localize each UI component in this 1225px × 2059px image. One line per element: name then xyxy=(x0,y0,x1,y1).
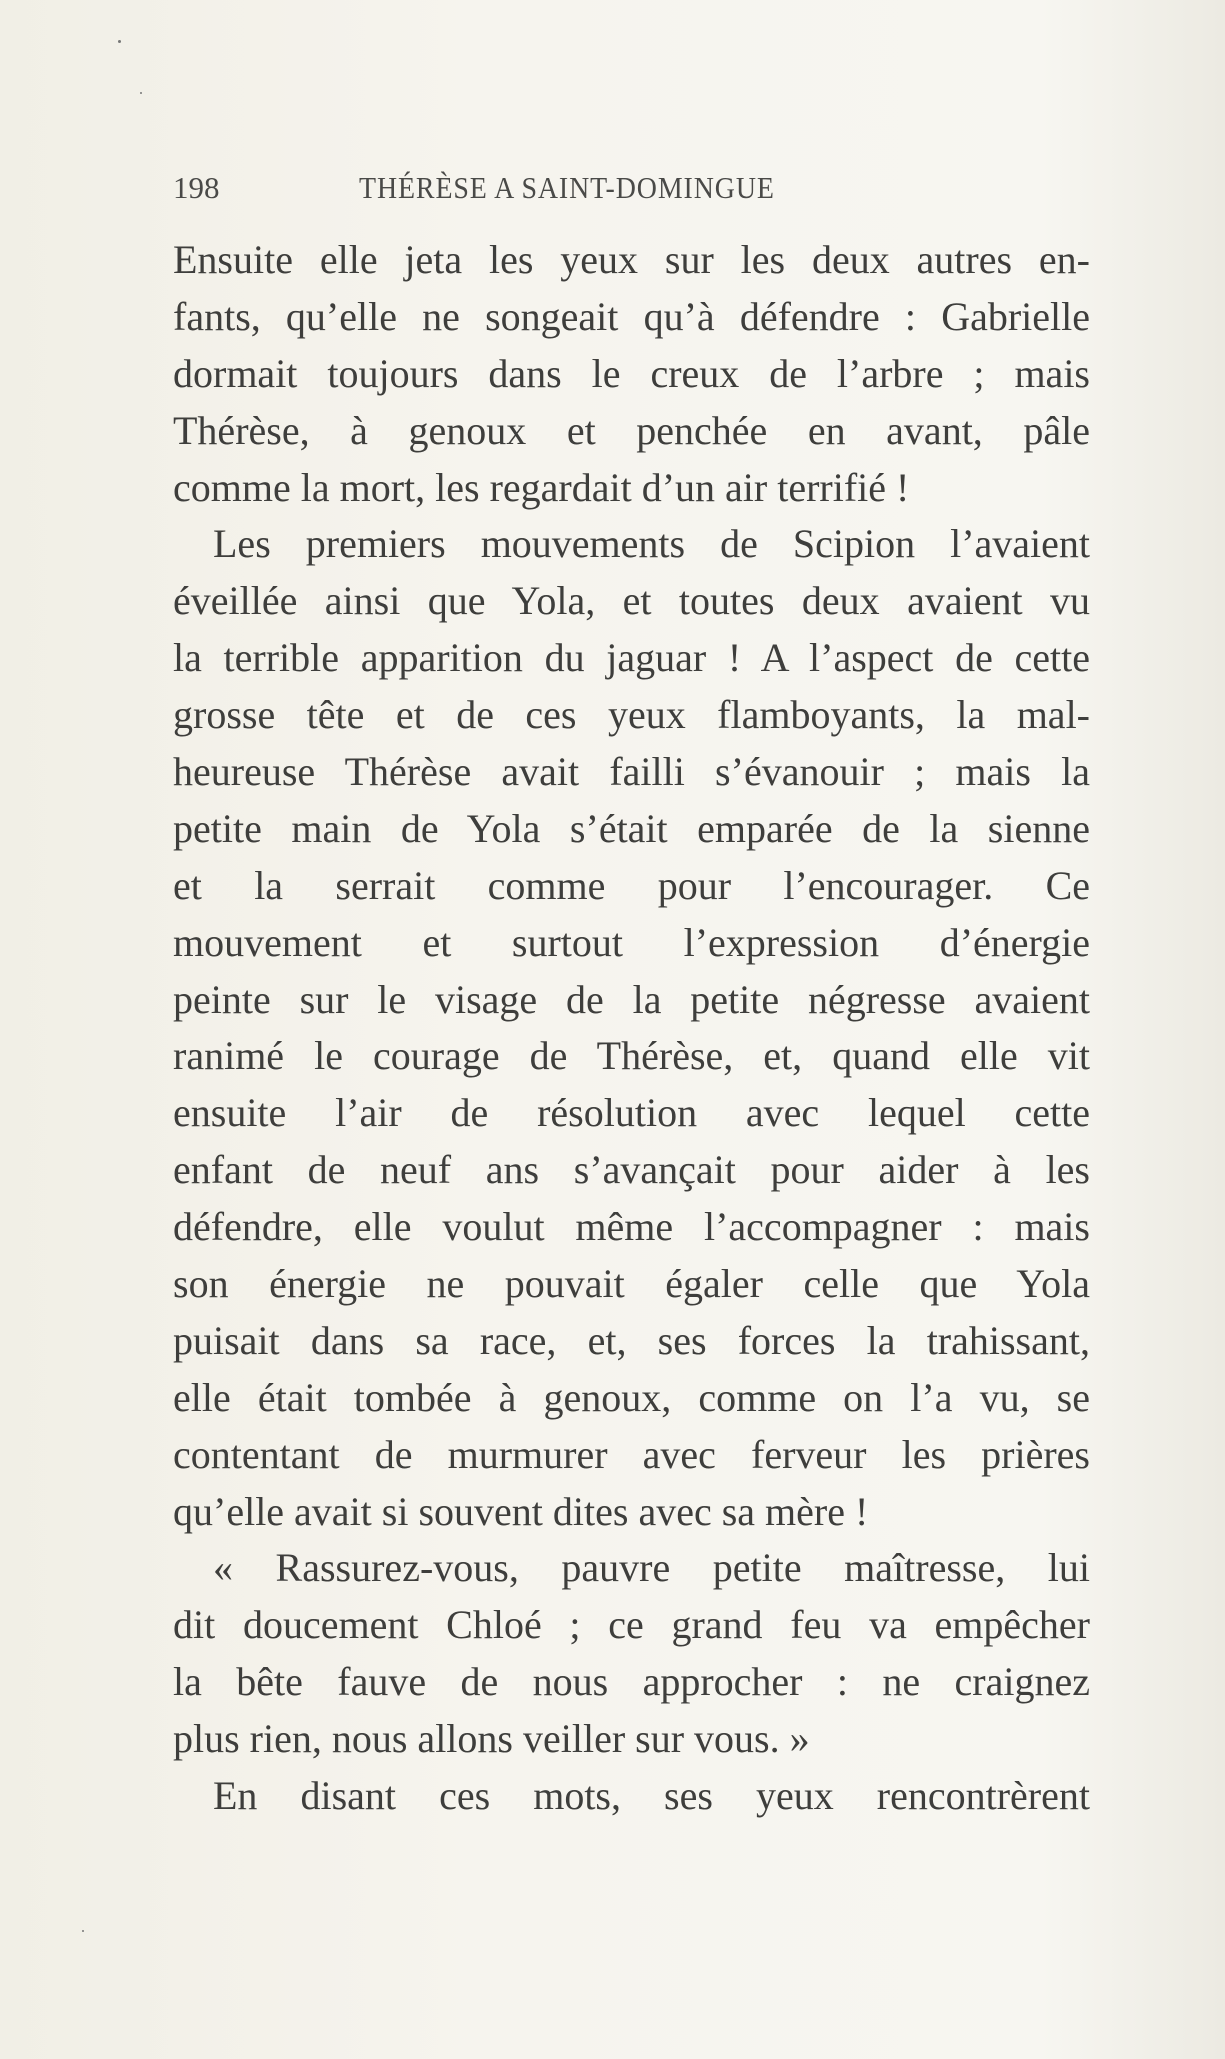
text-line: fants, qu’elle ne songeait qu’à défendre : Gabrielle xyxy=(173,293,1090,339)
text-line: Ensuite elle jeta les yeux sur les deux autres en- xyxy=(173,237,1090,282)
text-line: la bête fauve de nous approcher : ne craignez xyxy=(173,1659,1090,1705)
text-line: et la serrait comme pour l’encourager. Ce xyxy=(173,862,1090,908)
text-line: la terrible apparition du jaguar ! A l’aspect de cette xyxy=(173,635,1090,681)
text-line: éveillée ainsi que Yola, et toutes deux avaient vu xyxy=(173,578,1090,624)
scan-speck xyxy=(82,1930,84,1932)
text-line: enfant de neuf ans s’avançait pour aider à les xyxy=(173,1147,1090,1193)
text-line: dormait toujours dans le creux de l’arbre ; mais xyxy=(173,350,1090,396)
text-line: mouvement et surtout l’expression d’énergie xyxy=(173,919,1090,965)
scan-speck xyxy=(140,92,142,94)
text-line: Les premiers mouvements de Scipion l’avaient xyxy=(213,521,1090,567)
text-line: qu’elle avait si souvent dites avec sa mère ! xyxy=(173,1488,869,1534)
text-line: puisait dans sa race, et, ses forces la trahissant, xyxy=(173,1317,1090,1363)
text-line: grosse tête et de ces yeux flamboyants, la mal- xyxy=(173,692,1090,738)
text-line: ranimé le courage de Thérèse, et, quand elle vit xyxy=(173,1033,1090,1079)
text-line: comme la mort, les regardait d’un air terrifié ! xyxy=(173,464,910,510)
text-line: contentant de murmurer avec ferveur les prières xyxy=(173,1431,1090,1477)
body-text xyxy=(173,232,1090,1825)
text-line: petite main de Yola s’était emparée de la sienne xyxy=(173,805,1090,851)
text-line: ensuite l’air de résolution avec lequel cette xyxy=(173,1090,1090,1136)
text-line: son énergie ne pouvait égaler celle que Yola xyxy=(173,1261,1090,1307)
text-line: peinte sur le visage de la petite négresse avaient xyxy=(173,976,1090,1022)
text-line: dit doucement Chloé ; ce grand feu va empêcher xyxy=(173,1602,1090,1648)
text-line: plus rien, nous allons veiller sur vous. » xyxy=(173,1716,810,1762)
text-line: heureuse Thérèse avait failli s’évanouir ; mais la xyxy=(173,749,1090,795)
text-line: elle était tombée à genoux, comme on l’a vu, se xyxy=(173,1374,1090,1420)
text-line: défendre, elle voulut même l’accompagner : mais xyxy=(173,1204,1090,1250)
running-title: THÉRÈSE A SAINT-DOMINGUE xyxy=(359,170,775,205)
text-line: En disant ces mots, ses yeux rencontrèrent xyxy=(213,1773,1090,1819)
text-line: Thérèse, à genoux et penchée en avant, pâle xyxy=(173,407,1090,453)
page-number: 198 xyxy=(173,170,220,205)
running-header xyxy=(173,170,913,220)
scan-speck xyxy=(118,40,121,43)
text-line: « Rassurez-vous, pauvre petite maîtresse, lui xyxy=(213,1545,1090,1591)
